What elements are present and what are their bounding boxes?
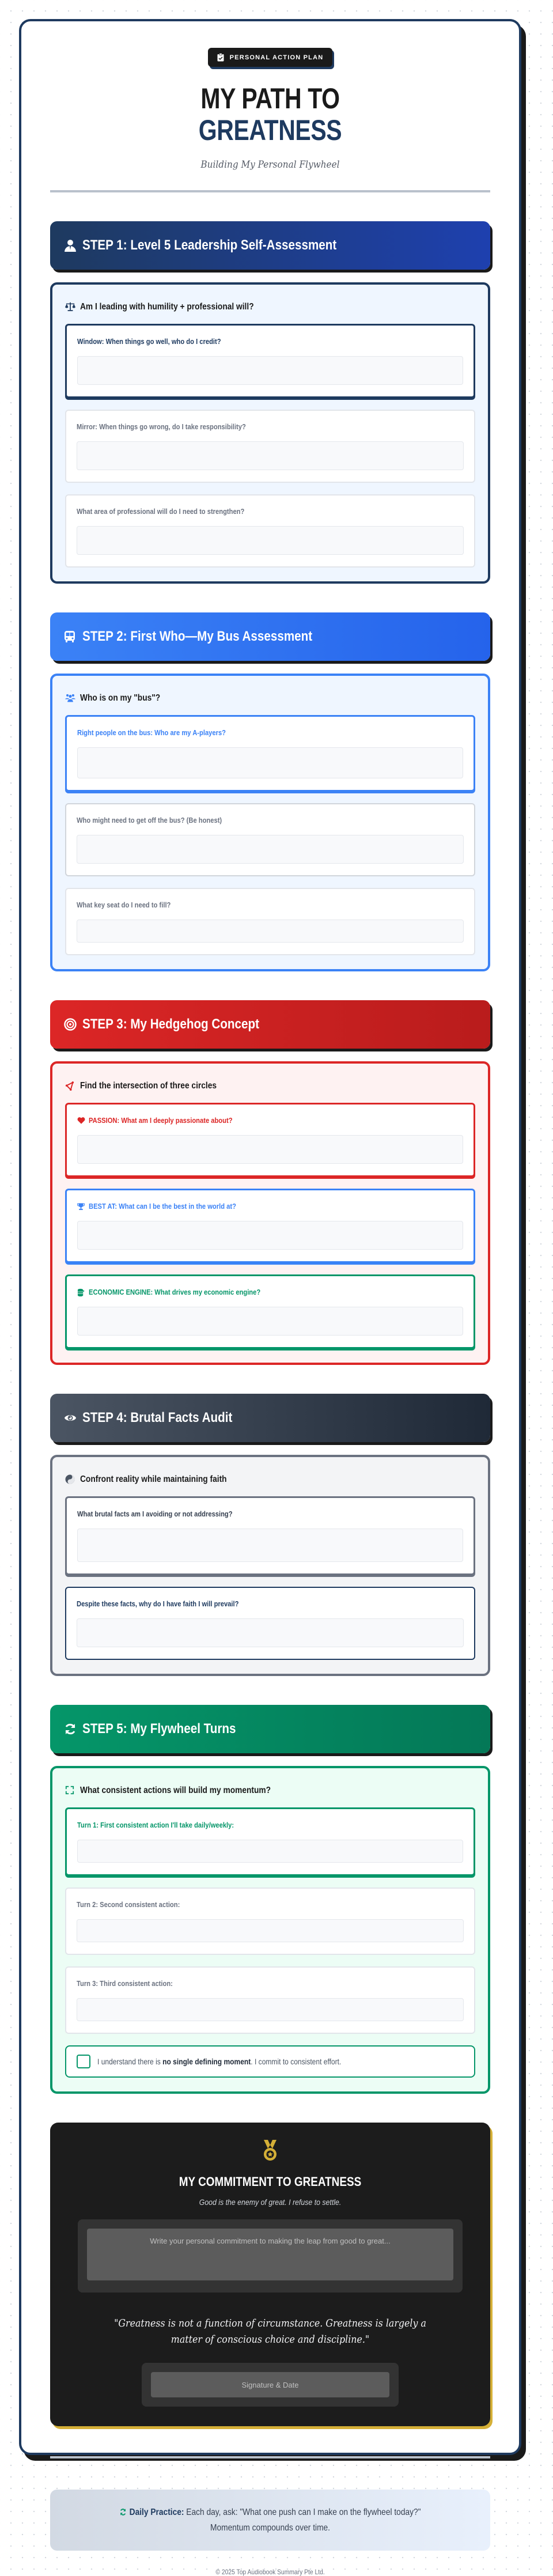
heart-icon [77, 1117, 85, 1125]
commitment-checkbox[interactable] [77, 2055, 90, 2068]
get-off-bus-answer-input[interactable] [77, 835, 464, 864]
consistent-effort-commitment[interactable] [65, 2045, 475, 2078]
prompt-label: Despite these facts, why do I have faith I will prevail? [77, 1599, 239, 1608]
step-5-title: STEP 5: My Flywheel Turns [82, 1721, 236, 1737]
prompt-label: Mirror: When things go wrong, do I take responsibility? [77, 422, 246, 431]
step-3-question: Find the intersection of three circles [65, 1081, 475, 1091]
prompt-label: Turn 2: Second consistent action: [77, 1900, 180, 1909]
prompt-get-off-bus [65, 803, 475, 876]
prompt-mirror [65, 410, 475, 483]
step-2-question: Who is on my "bus"? [65, 693, 475, 703]
prompt-label: Turn 3: Third consistent action: [77, 1979, 173, 1988]
prompt-label: What brutal facts am I avoiding or not addressing? [77, 1510, 233, 1518]
step-1-section [50, 221, 490, 584]
step-5-question: What consistent actions will build my momentum? [65, 1786, 475, 1796]
commitment-subtitle: Good is the enemy of great. I refuse to settle. [199, 2197, 342, 2207]
window-answer-input[interactable] [77, 356, 463, 385]
prompt-faith [65, 1587, 475, 1660]
step-3-section [50, 1000, 490, 1365]
prompt-brutal-facts [65, 1496, 475, 1575]
title-line-1: MY PATH TO [200, 82, 340, 115]
page-header [50, 48, 490, 171]
badge-label: PERSONAL ACTION PLAN [229, 54, 324, 61]
commitment-input-wrapper [78, 2219, 463, 2293]
prompt-passion [65, 1103, 475, 1177]
prompt-label: PASSION: What am I deeply passionate about? [89, 1116, 233, 1125]
prompt-professional-will [65, 494, 475, 568]
prompt-label: What key seat do I need to fill? [77, 901, 171, 909]
prompt-label: Turn 1: First consistent action I'll take daily/weekly: [77, 1821, 234, 1829]
medal-icon [263, 2140, 278, 2162]
user-tie-icon [64, 239, 77, 252]
eye-icon [64, 1412, 77, 1424]
faith-answer-input[interactable] [77, 1618, 464, 1647]
footer [50, 2568, 490, 2576]
title-line-2: GREATNESS [198, 114, 342, 146]
daily-practice-label: Daily Practice: [129, 2507, 184, 2517]
users-icon [65, 693, 75, 703]
step-2-header [50, 612, 490, 661]
step-5-section [50, 1705, 490, 2094]
step-4-title: STEP 4: Brutal Facts Audit [82, 1410, 233, 1425]
sync-icon [64, 1723, 77, 1735]
prompt-label: ECONOMIC ENGINE: What drives my economic engine? [89, 1288, 261, 1296]
step-1-card [50, 282, 490, 584]
bullseye-icon [64, 1018, 77, 1031]
step-5-card [50, 1766, 490, 2094]
step-5-header [50, 1705, 490, 1753]
step-4-header [50, 1394, 490, 1442]
project-diagram-icon [65, 1081, 75, 1091]
greatness-quote: "Greatness is not a function of circumstance. Greatness is largely a matter of conscious choice and discipline." [114, 2317, 426, 2346]
step-1-title: STEP 1: Level 5 Leadership Self-Assessment [82, 237, 337, 253]
prompt-turn-2 [65, 1887, 475, 1955]
step-4-question: Confront reality while maintaining faith [65, 1474, 475, 1485]
signature-date-input[interactable] [151, 2372, 389, 2397]
sync-icon [119, 2508, 126, 2516]
step-2-section [50, 612, 490, 971]
passion-answer-input[interactable] [77, 1135, 463, 1164]
step-2-title: STEP 2: First Who—My Bus Assessment [82, 629, 313, 644]
copyright-icon: © [215, 2568, 220, 2576]
prompt-window [65, 324, 475, 398]
prompt-turn-1 [65, 1807, 475, 1876]
best-at-answer-input[interactable] [77, 1221, 463, 1250]
personal-action-plan-badge [208, 48, 333, 67]
prompt-label: Window: When things go well, who do I credit? [77, 337, 221, 346]
step-1-header [50, 221, 490, 270]
page-subtitle: Building My Personal Flywheel [200, 159, 340, 171]
prompt-turn-3 [65, 1966, 475, 2034]
copyright-text: 2025 Top Audiobook Summary Pte Ltd. [221, 2568, 325, 2576]
recycle-icon [65, 1786, 75, 1796]
step-2-card [50, 674, 490, 971]
step-4-card [50, 1455, 490, 1676]
key-seat-answer-input[interactable] [77, 920, 464, 943]
bus-icon [64, 630, 77, 643]
mirror-answer-input[interactable] [77, 441, 464, 470]
step-3-card [50, 1061, 490, 1365]
page-title [90, 83, 450, 146]
turn-2-answer-input[interactable] [77, 1919, 464, 1942]
trophy-icon [77, 1202, 85, 1211]
coins-icon [77, 1288, 85, 1296]
turn-1-answer-input[interactable] [77, 1840, 463, 1863]
prompt-label: BEST AT: What can I be the best in the world at? [89, 1202, 236, 1211]
step-3-header [50, 1000, 490, 1049]
step-3-title: STEP 3: My Hedgehog Concept [82, 1016, 259, 1032]
prompt-a-players [65, 715, 475, 792]
commitment-section [50, 2123, 490, 2426]
prompt-best-at [65, 1189, 475, 1263]
clipboard-check-icon [217, 53, 224, 62]
commitment-checkbox-label: I understand there is no single defining moment. I commit to consistent effort. [97, 2057, 342, 2066]
prompt-economic-engine [65, 1274, 475, 1349]
footer-divider [50, 2456, 490, 2458]
signature-wrapper [142, 2363, 399, 2407]
prompt-label: Right people on the bus: Who are my A-players? [77, 728, 226, 737]
step-4-section [50, 1394, 490, 1676]
turn-3-answer-input[interactable] [77, 1998, 464, 2021]
prompt-label: What area of professional will do I need to strengthen? [77, 507, 245, 516]
prompt-key-seat [65, 888, 475, 955]
daily-practice-box [50, 2490, 490, 2551]
yin-yang-icon [65, 1474, 75, 1485]
daily-practice-text: Each day, ask: "What one push can I make on the flywheel today?" Momentum compounds over time. [184, 2507, 421, 2533]
prompt-label: Who might need to get off the bus? (Be honest) [77, 816, 222, 824]
brutal-facts-answer-input[interactable] [77, 1529, 463, 1562]
action-plan-sheet [19, 19, 521, 2576]
a-players-answer-input[interactable] [77, 747, 463, 778]
economic-engine-answer-input[interactable] [77, 1307, 463, 1336]
step-1-question: Am I leading with humility + professional will? [65, 302, 475, 312]
balance-scale-icon [65, 302, 75, 312]
professional-will-answer-input[interactable] [77, 526, 464, 555]
personal-commitment-input[interactable] [87, 2229, 453, 2280]
commitment-title: MY COMMITMENT TO GREATNESS [179, 2174, 362, 2189]
